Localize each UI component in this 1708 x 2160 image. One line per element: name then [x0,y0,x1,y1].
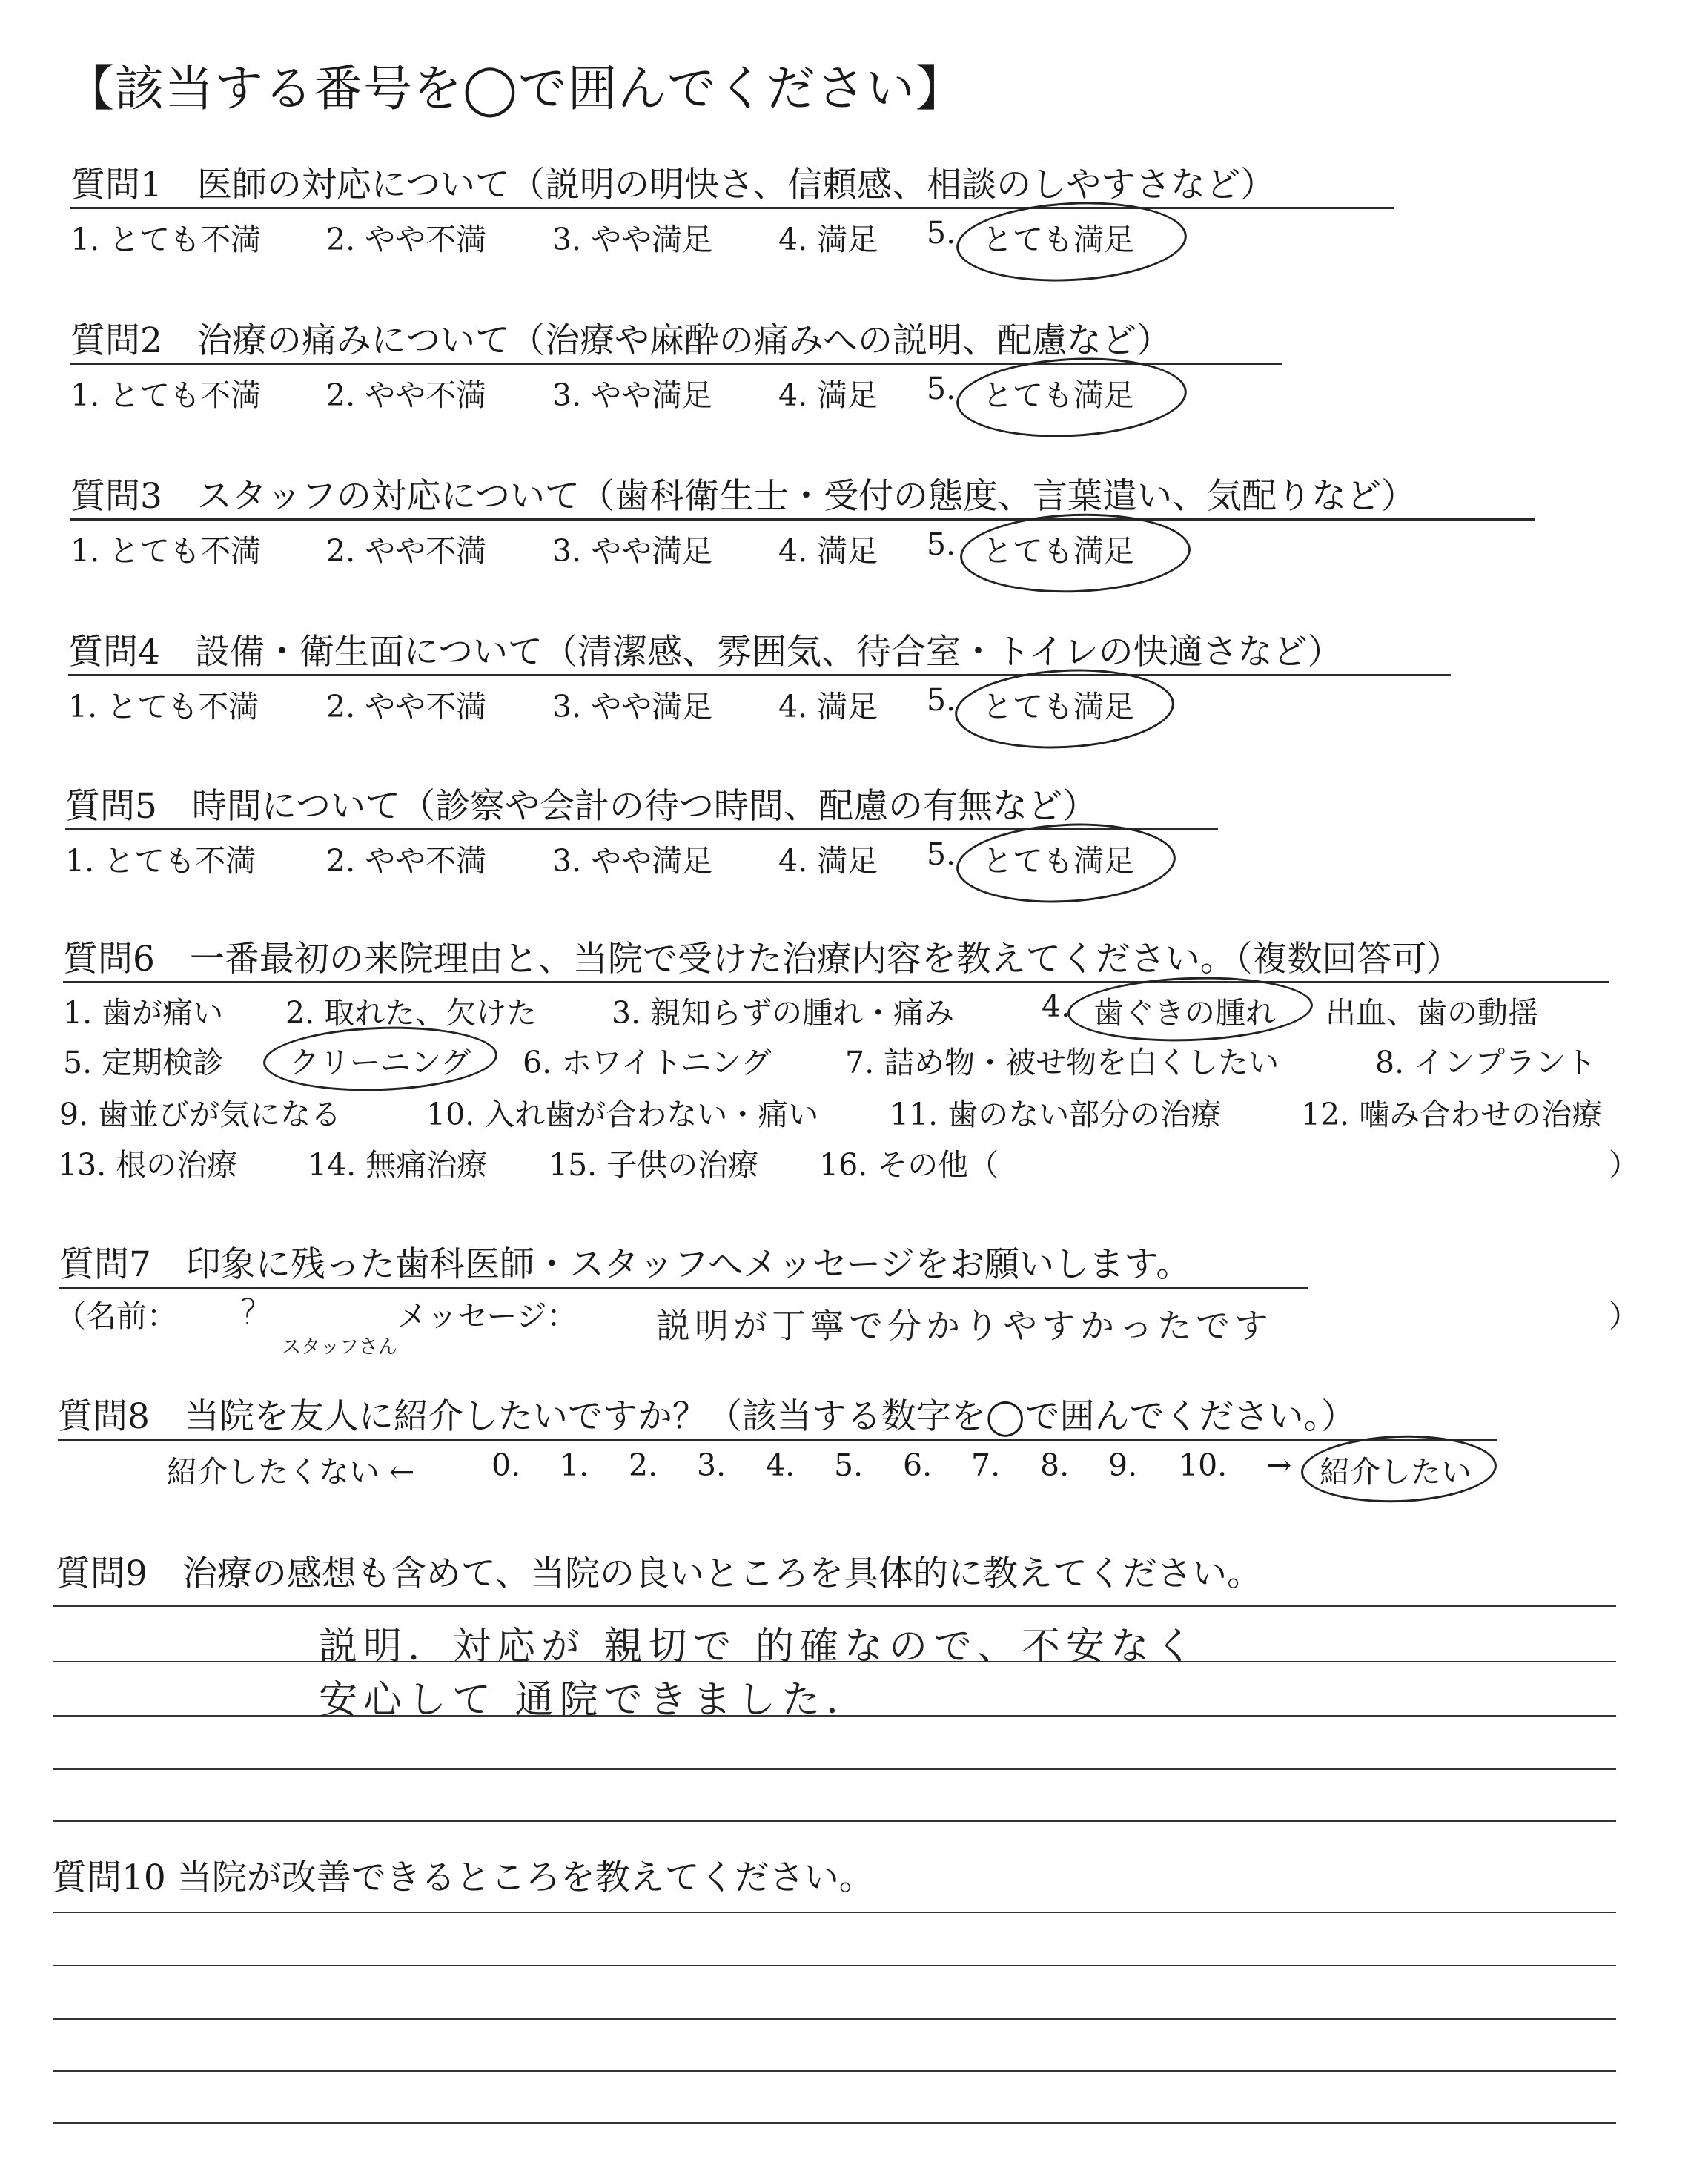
q6-option-cleaning[interactable]: クリーニング [289,1045,471,1080]
q1-underline [70,207,1394,209]
q2-option-4[interactable]: 4. 満足 [778,377,878,413]
q6-option-12[interactable]: 12. 噛み合わせの治療 [1301,1097,1603,1132]
q9-answer-text-2[interactable]: 安心して 通院できました． [319,1678,871,1723]
q8-number-0[interactable]: 0. [491,1447,521,1483]
q7-name-value[interactable]: ? [239,1292,258,1333]
q7-title: 質問7 印象に残った歯科医師・スタッフへメッセージをお願いします。 [59,1244,1191,1285]
q2-option-1[interactable]: 1. とても不満 [70,377,262,413]
q10-answer-line [53,2122,1616,2124]
q6-option-9[interactable]: 9. 歯並びが気になる [59,1097,342,1132]
q4-option-5[interactable]: とても満足 [982,689,1134,724]
q3-option-5[interactable]: とても満足 [982,533,1134,569]
q6-option-7[interactable]: 7. 詰め物・被せ物を白くしたい [845,1045,1280,1080]
q1-selection-circle [954,196,1188,287]
q4-title: 質問4 設備・衛生面について（清潔感、雰囲気、待合室・トイレの快適さなど） [68,632,1343,673]
q4-option-5-number: 5. [927,682,956,718]
q1-option-2[interactable]: 2. やや不満 [326,222,487,257]
q3-option-3[interactable]: 3. やや満足 [552,533,713,569]
q5-title: 質問5 時間について（診察や会計の待つ時間、配慮の有無など） [65,786,1097,827]
q3-option-2[interactable]: 2. やや不満 [326,533,487,569]
q5-option-3[interactable]: 3. やや満足 [552,843,713,879]
q8-number-7[interactable]: 7. [971,1447,1001,1483]
q7-name-note: スタッフさん [282,1336,398,1358]
q5-option-1[interactable]: 1. とても不満 [65,843,256,879]
q1-option-1[interactable]: 1. とても不満 [70,222,262,257]
q9-answer-line [53,1605,1616,1607]
q8-number-1[interactable]: 1. [560,1447,589,1483]
q3-underline [70,518,1535,521]
q7-message-label: メッセージ： [397,1298,577,1334]
q10-answer-line [53,2070,1616,2072]
q6-option-5[interactable]: 5. 定期検診 [63,1045,224,1080]
q6-option-6[interactable]: 6. ホワイトニング [523,1045,772,1080]
q3-option-1[interactable]: 1. とても不満 [70,533,262,569]
q6-option-16[interactable]: 16. その他（ [819,1147,999,1183]
q4-option-4[interactable]: 4. 満足 [778,689,878,724]
q9-title: 質問9 治療の感想も含めて、当院の良いところを具体的に教えてください。 [56,1553,1262,1594]
q8-left-label: 紹介したくない ← [167,1454,415,1490]
q6-option-2[interactable]: 2. 取れた、欠けた [285,995,537,1031]
q5-option-5-number: 5. [927,836,956,872]
q8-title: 質問8 当院を友人に紹介したいですか？（該当する数字を◯で囲んでください。） [58,1396,1357,1437]
q10-title: 質問10 当院が改善できるところを教えてください。 [52,1857,874,1898]
q6-option-15[interactable]: 15. 子供の治療 [549,1147,759,1183]
q4-option-3[interactable]: 3. やや満足 [552,689,713,724]
q8-number-4[interactable]: 4. [766,1447,795,1483]
q1-option-4[interactable]: 4. 満足 [778,222,878,257]
q4-option-1[interactable]: 1. とても不満 [68,689,259,724]
q8-number-5[interactable]: 5. [834,1447,864,1483]
q9-answer-text-1[interactable]: 説明．対応が 親切で 的確なので、不安なく [319,1625,1200,1669]
q8-number-10[interactable]: 10. [1179,1447,1228,1483]
q4-underline [68,674,1451,676]
q7-name-label: （名前： [56,1298,177,1334]
q5-option-2[interactable]: 2. やや不満 [326,843,487,879]
q6-option-8[interactable]: 8. インプラント [1375,1045,1597,1080]
q3-selection-circle [959,510,1192,597]
q6-title: 質問6 一番最初の来院理由と、当院で受けた治療内容を教えてください。（複数回答可） [63,939,1462,980]
q8-underline [58,1439,1497,1441]
q1-option-5-number: 5. [927,215,956,251]
q6-underline [63,981,1609,983]
q4-selection-circle [953,664,1176,753]
q9-answer-line [53,1768,1616,1770]
q6-option-4[interactable]: 歯ぐきの腫れ [1093,995,1276,1031]
q4-option-2[interactable]: 2. やや不満 [326,689,487,724]
q9-answer-line [53,1820,1616,1822]
q8-number-3[interactable]: 3. [697,1447,726,1483]
page-heading: 【該当する番号を◯で囲んでください】 [65,60,965,117]
q6-option-1[interactable]: 1. 歯が痛い [63,995,224,1031]
q3-option-4[interactable]: 4. 満足 [778,533,878,569]
q8-number-9[interactable]: 9. [1108,1447,1138,1483]
q8-selection-circle [1300,1432,1498,1505]
q1-title: 質問1 医師の対応について（説明の明快さ、信頼感、相談のしやすさなど） [70,165,1276,205]
q10-answer-line [53,1912,1616,1913]
q5-selection-circle [954,818,1177,908]
q2-option-3[interactable]: 3. やや満足 [552,377,713,413]
q6-option-10[interactable]: 10. 入れ歯が合わない・痛い [426,1097,819,1132]
q2-option-2[interactable]: 2. やや不満 [326,377,487,413]
q7-message-value[interactable]: 説明が丁寧で分かりやすかったです [656,1306,1273,1346]
q8-arrow: → [1266,1447,1292,1483]
q6-option-13[interactable]: 13. 根の治療 [58,1147,238,1183]
q8-number-8[interactable]: 8. [1040,1447,1070,1483]
q2-option-5-number: 5. [927,371,956,406]
q5-option-5[interactable]: とても満足 [982,843,1134,879]
q6-option-11[interactable]: 11. 歯のない部分の治療 [890,1097,1222,1132]
q8-number-6[interactable]: 6. [903,1447,933,1483]
q2-option-5[interactable]: とても満足 [982,377,1134,413]
q6-option-3[interactable]: 3. 親知らずの腫れ・痛み [612,995,955,1031]
q6-cleaning-circle [262,1023,499,1095]
q2-selection-circle [954,352,1188,443]
q6-option-16-close: ） [1609,1147,1639,1183]
q3-option-5-number: 5. [927,526,956,562]
q8-right-label[interactable]: 紹介したい [1320,1454,1472,1490]
q6-option-4-cont: 出血、歯の動揺 [1325,995,1538,1031]
q7-underline [59,1287,1308,1289]
q6-option-14[interactable]: 14. 無痛治療 [308,1147,488,1183]
q1-option-5[interactable]: とても満足 [982,222,1134,257]
q6-option-4-circle [1067,973,1314,1045]
q1-option-3[interactable]: 3. やや満足 [552,222,713,257]
q6-option-4-number: 4. [1042,988,1071,1024]
q7-close-paren: ） [1609,1298,1639,1334]
q3-title: 質問3 スタッフの対応について（歯科衛生士・受付の態度、言葉遣い、気配りなど） [70,476,1416,517]
q10-answer-line [53,1965,1616,1966]
q5-option-4[interactable]: 4. 満足 [778,843,878,879]
q2-title: 質問2 治療の痛みについて（治療や麻酔の痛みへの説明、配慮など） [70,320,1172,361]
q10-answer-line [53,2018,1616,2020]
q8-number-2[interactable]: 2. [629,1447,658,1483]
